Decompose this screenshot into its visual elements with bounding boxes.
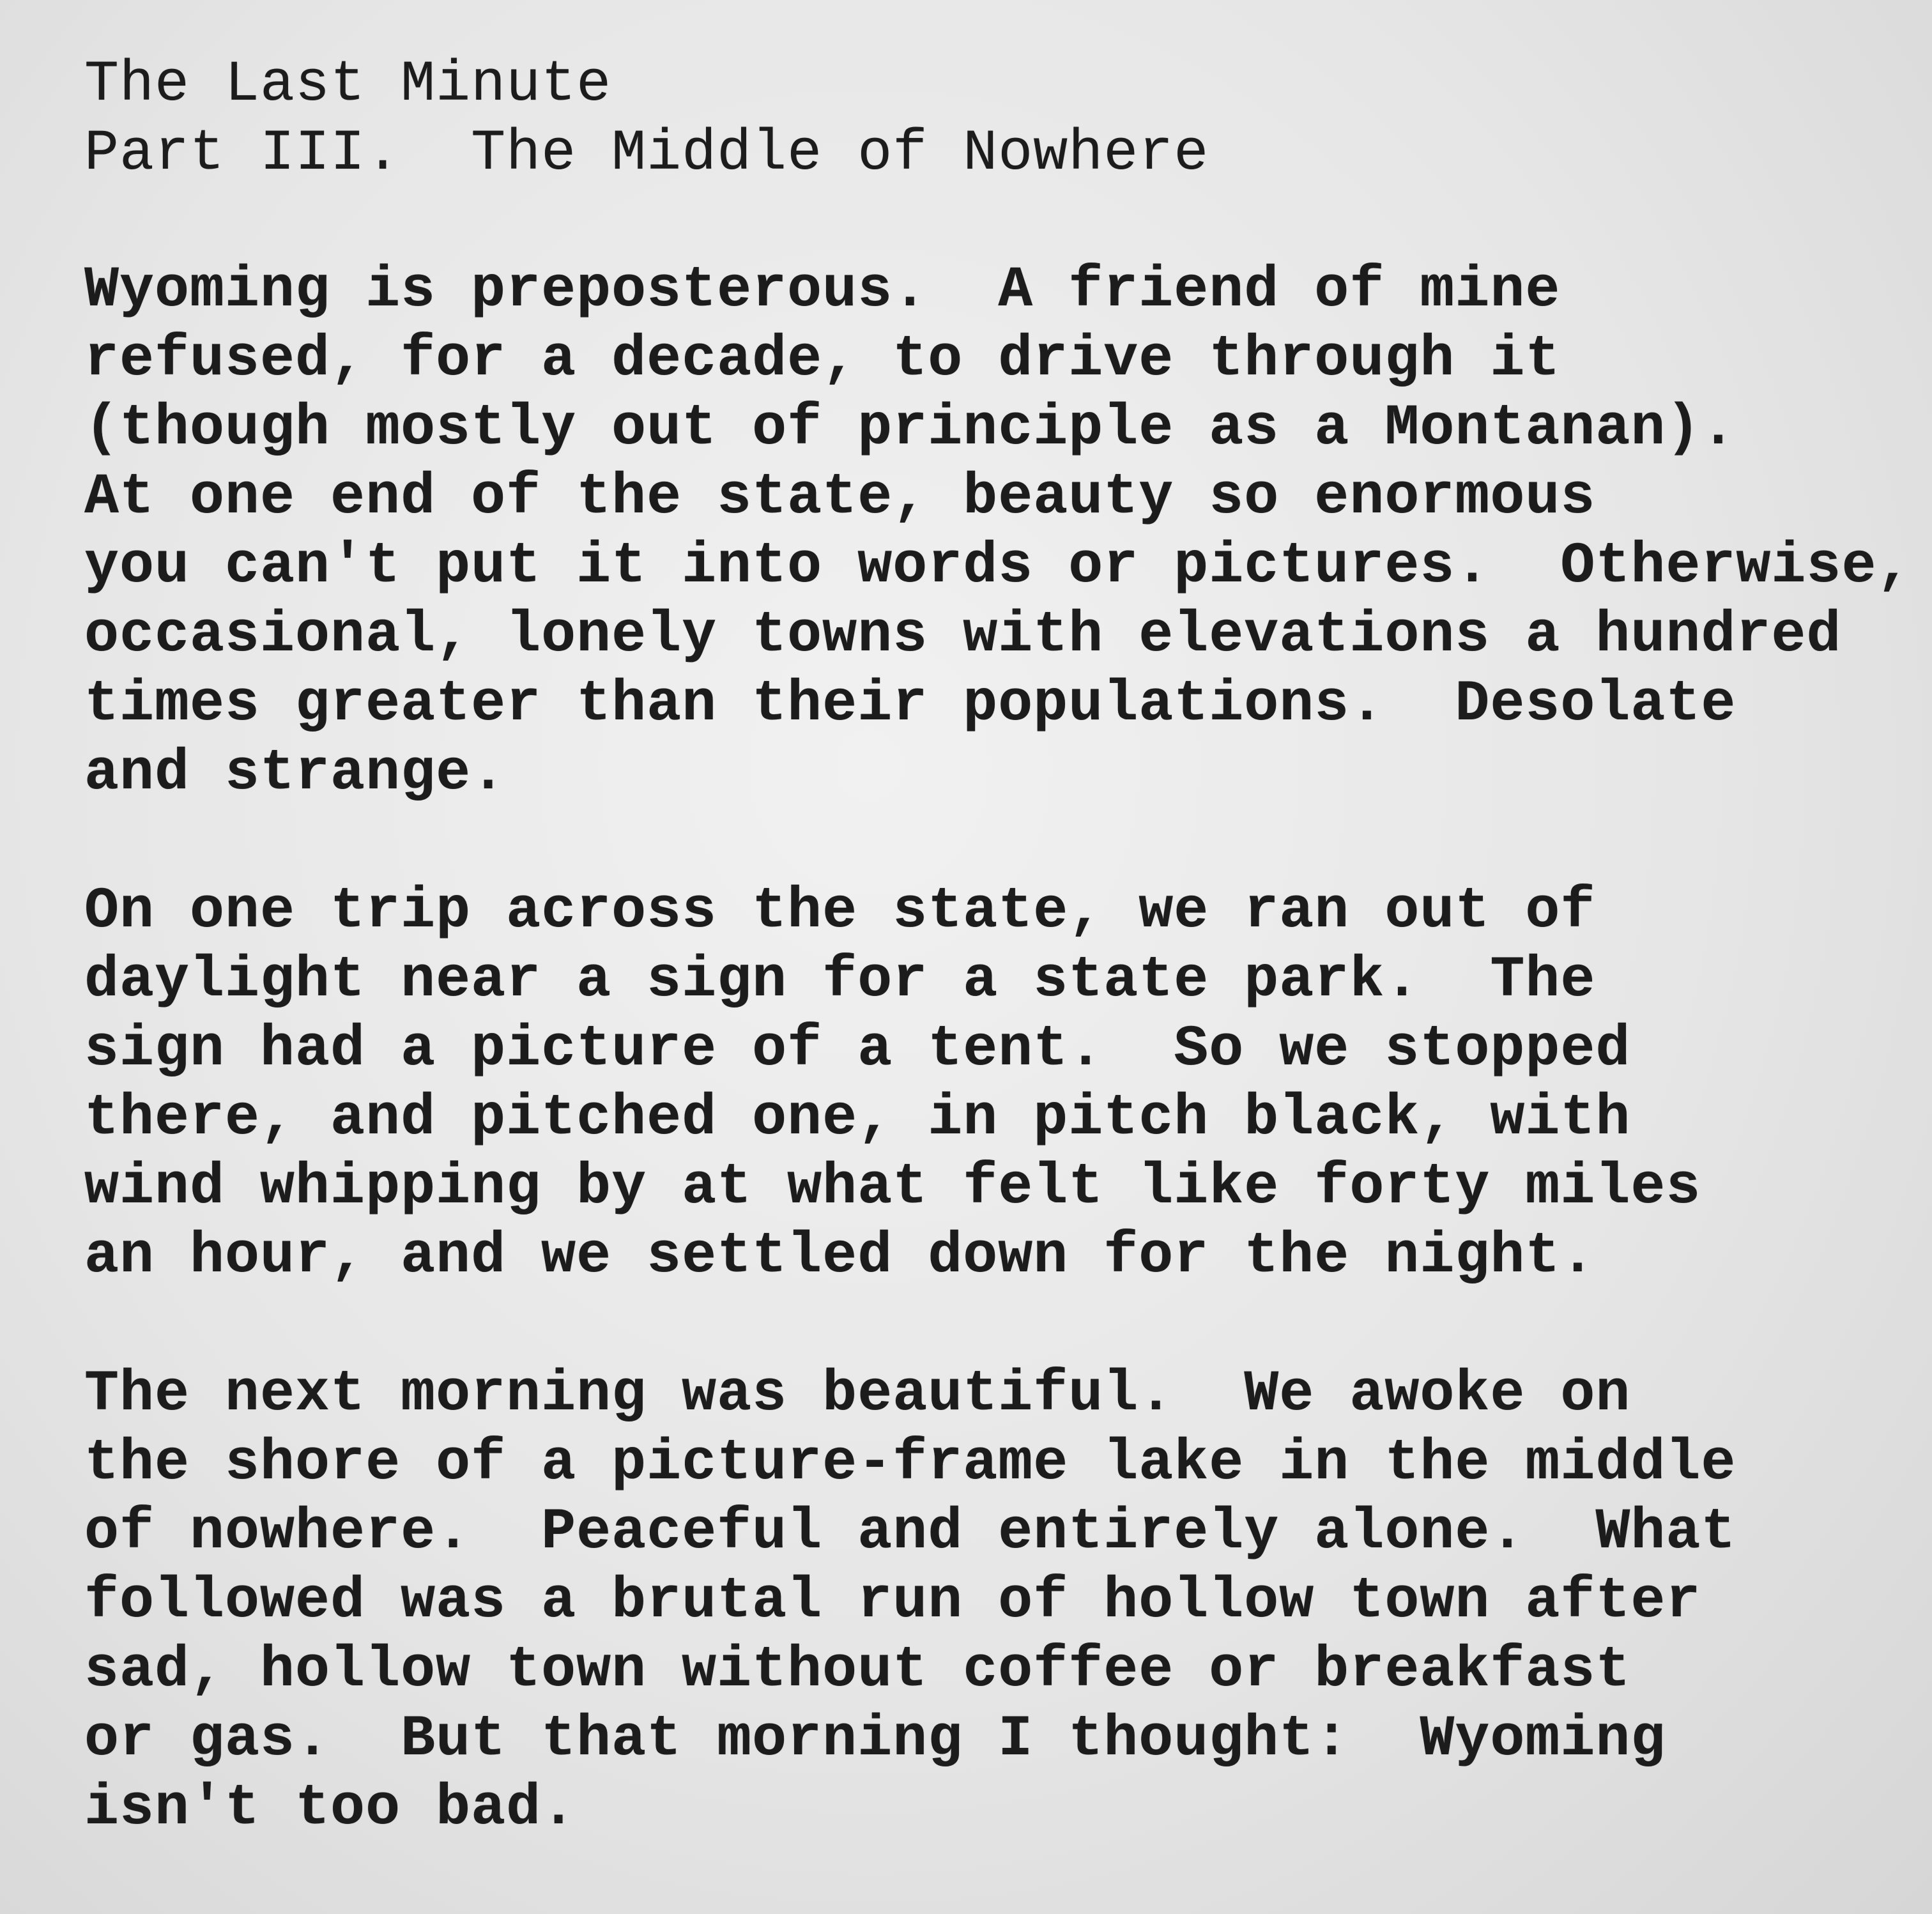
paragraph-3-line-6: or gas. But that morning I thought: Wyoming <box>84 1707 1666 1772</box>
paragraph-2-line-2: daylight near a sign for a state park. The <box>84 948 1596 1013</box>
paragraph-2-line-1: On one trip across the state, we ran out of <box>84 879 1596 944</box>
paragraph-3-line-1: The next morning was beautiful. We awoke on <box>84 1362 1631 1427</box>
paragraph-3-line-7: isn't too bad. <box>84 1776 577 1841</box>
paragraph-3-line-3: of nowhere. Peaceful and entirely alone. What <box>84 1500 1736 1565</box>
title-line: The Last Minute <box>84 52 612 118</box>
paragraph-1-line-4: At one end of the state, beauty so enormous <box>84 465 1596 530</box>
paragraph-1-line-1: Wyoming is preposterous. A friend of mine <box>84 258 1561 323</box>
paragraph-2-line-4: there, and pitched one, in pitch black, with <box>84 1086 1631 1151</box>
subtitle-line: Part III. The Middle of Nowhere <box>84 121 1209 187</box>
paragraph-3-line-2: the shore of a picture-frame lake in the middle <box>84 1431 1736 1496</box>
paragraph-2-line-6: an hour, and we settled down for the night. <box>84 1224 1596 1289</box>
paragraph-2-line-3: sign had a picture of a tent. So we stopped <box>84 1017 1631 1082</box>
paragraph-1-line-8: and strange. <box>84 741 507 806</box>
paragraph-1-line-3: (though mostly out of principle as a Montanan). <box>84 396 1736 461</box>
paragraph-1-line-2: refused, for a decade, to drive through it <box>84 327 1561 392</box>
paragraph-1-line-5: you can't put it into words or pictures. Otherwise, <box>84 534 1912 599</box>
paragraph-1-line-6: occasional, lonely towns with elevations a hundred <box>84 603 1842 668</box>
paragraph-3-line-5: sad, hollow town without coffee or breakfast <box>84 1638 1631 1703</box>
paragraph-2-line-5: wind whipping by at what felt like forty miles <box>84 1155 1701 1220</box>
paragraph-3-line-4: followed was a brutal run of hollow town after <box>84 1569 1701 1634</box>
paragraph-1-line-7: times greater than their populations. Desolate <box>84 672 1736 737</box>
